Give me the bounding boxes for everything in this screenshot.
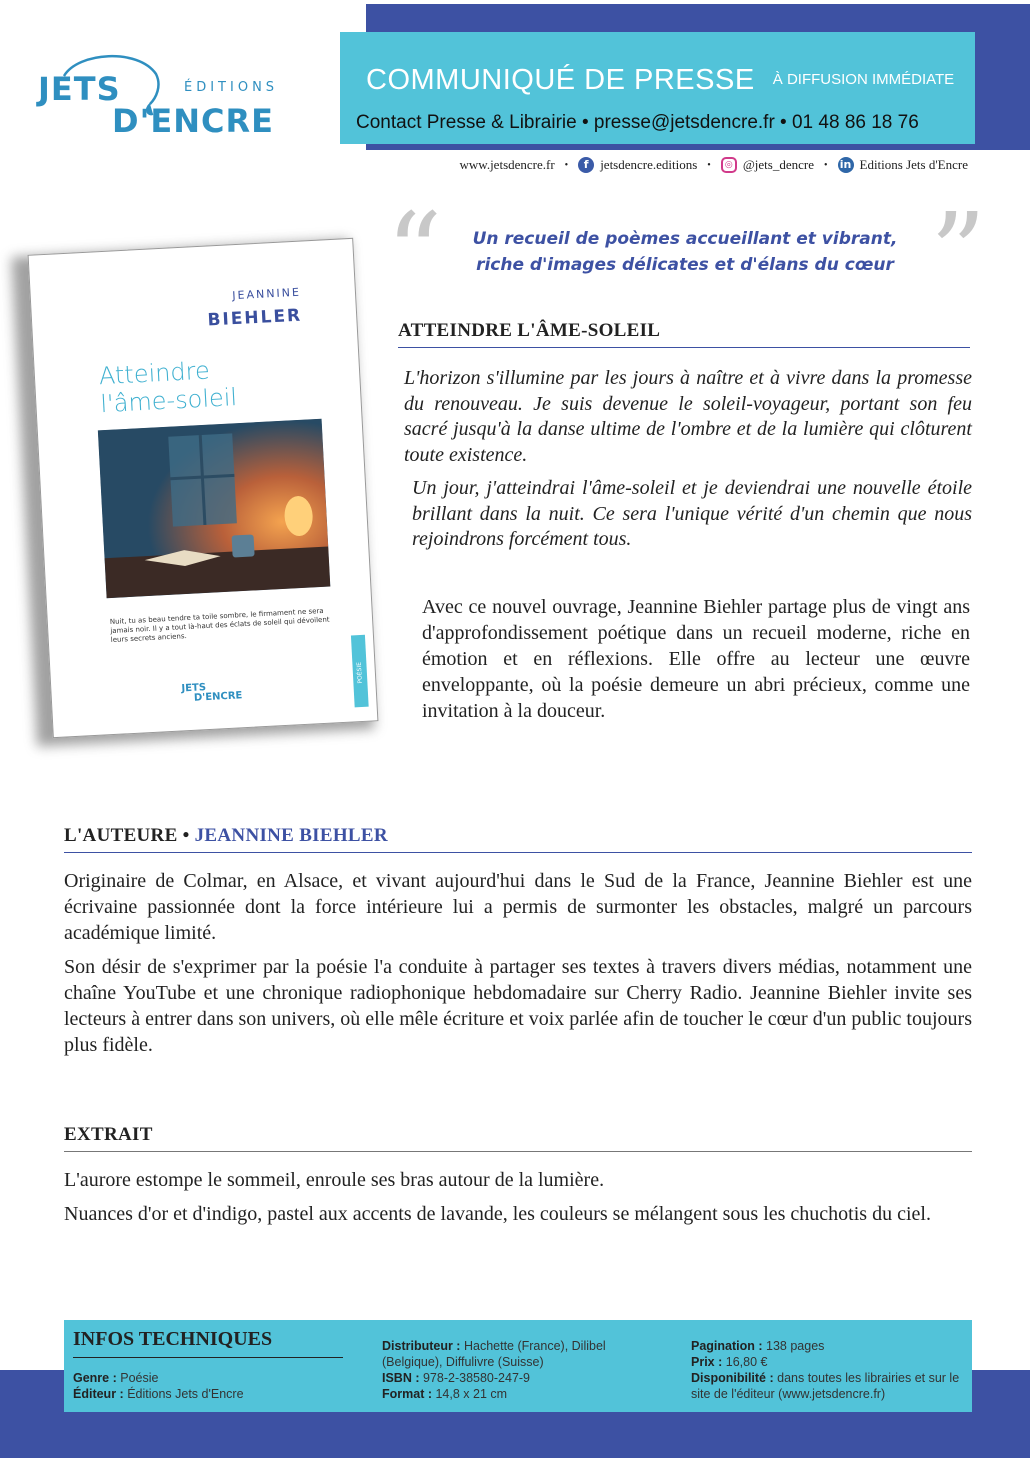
press-release-title: COMMUNIQUÉ DE PRESSE: [366, 64, 755, 96]
book-cover: [28, 238, 379, 738]
author-bio: [64, 868, 972, 1058]
author-bio-paragraph-2: Son désir de s'exprimer par la poésie l'a conduite à partager ses textes à travers divers médias, notamment une chaîne YouTube et une chronique radiophonique hebdomadaire sur Cherry Radio. Jeannine Biehler invite ses lecteurs à entrer dans son univers, où elle mêle écriture et voix parlée afin de toucher le cœur d'un public toujours plus fidèle.: [64, 956, 972, 1056]
tech-info-col-2: [382, 1338, 640, 1402]
bullet-separator: •: [564, 159, 569, 171]
book-back-text: Nuit, tu as beau tendre ta toile sombre, le firmament ne sera jamais noir. Il y a tout là-haut des éclats de soleil qui dévoilent leurs secrets anciens.: [109, 606, 330, 645]
book-illustration-art: [98, 419, 330, 598]
tech-info-col-3: [691, 1338, 965, 1402]
book-author-last: BIEHLER: [207, 305, 303, 331]
logo-jets-text: JETS: [38, 70, 121, 108]
tech-info-col-1: [73, 1370, 343, 1402]
press-contact-line: Contact Presse & Librairie • presse@jetsdencre.fr • 01 48 86 18 76: [356, 112, 919, 133]
instagram-link[interactable]: @jets_dencre: [742, 157, 814, 172]
author-section-rule: [64, 852, 972, 853]
bullet-separator: •: [707, 159, 711, 171]
tech-info-title: INFOS TECHNIQUES: [73, 1328, 273, 1350]
tagline-line1: Un recueil de poèmes accueillant et vibrant,: [472, 229, 898, 249]
disponibilite-value: dans toutes les librairies et sur le site de l'éditeur (www.jetsdencre.fr): [691, 1371, 960, 1401]
editeur-value: Éditions Jets d'Encre: [127, 1387, 244, 1401]
instagram-icon: ◎: [721, 157, 737, 173]
facebook-icon: f: [578, 157, 594, 173]
editeur-label: Éditeur :: [73, 1387, 124, 1401]
book-genre-spine: [351, 635, 369, 708]
book-publisher-logo: [181, 681, 242, 704]
prix-label: Prix :: [691, 1355, 723, 1369]
tagline-quote: [440, 226, 930, 278]
extract-section-title: EXTRAIT: [64, 1124, 153, 1145]
book-logo-jets: JETS: [181, 682, 207, 695]
prix-value: 16,80 €: [725, 1355, 768, 1369]
extract-paragraph-1: L'aurore estompe le sommeil, enroule ses bras autour de la lumière.: [64, 1169, 605, 1191]
extract-section-rule: [64, 1151, 972, 1152]
book-logo-dencre: D'ENCRE: [193, 690, 243, 704]
pagination-value: 138 pages: [766, 1339, 825, 1353]
social-links-row: [460, 157, 969, 173]
book-section-title: ATTEINDRE L'ÂME-SOLEIL: [398, 320, 661, 341]
book-author-first: JEANNINE: [232, 285, 302, 303]
logo-editions-text: ÉDITIONS: [184, 80, 279, 95]
distributeur-label: Distributeur :: [382, 1339, 461, 1353]
format-value: 14,8 x 21 cm: [435, 1387, 508, 1401]
book-genre-label: POÉSIE: [355, 661, 364, 684]
extract-text: [64, 1167, 972, 1227]
tech-info-rule: [73, 1357, 343, 1358]
poem-excerpt: [404, 366, 972, 553]
book-title: [98, 355, 237, 418]
poem-paragraph-1: L'horizon s'illumine par les jours à naître et à vivre dans la promesse du renouveau. Je suis devenue le soleil-voyageur, portant son feu sacré jusqu'à la danse ultime de l'ombre et de la lumière qui clôturent toute existence.: [404, 367, 972, 466]
author-section-label: L'AUTEURE •: [64, 825, 190, 846]
immediate-release-badge: À DIFFUSION IMMÉDIATE: [757, 68, 970, 92]
format-label: Format :: [382, 1387, 432, 1401]
linkedin-link[interactable]: Editions Jets d'Encre: [859, 157, 968, 172]
author-section-name: JEANNINE BIEHLER: [194, 825, 388, 846]
extract-paragraph-2: Nuances d'or et d'indigo, pastel aux accents de lavande, les couleurs se mélangent sous les chuchotis du ciel.: [64, 1203, 931, 1225]
facebook-link[interactable]: jetsdencre.editions: [600, 157, 698, 172]
genre-value: Poésie: [120, 1371, 159, 1385]
open-quote-icon: “: [386, 189, 443, 317]
book-section-rule: [398, 347, 970, 348]
pagination-label: Pagination :: [691, 1339, 763, 1353]
book-pitch: Avec ce nouvel ouvrage, Jeannine Biehler partage plus de vingt ans d'approfondissement poétique dans un recueil moderne, riche en émotion et en réflexions. Elle offre au lecteur une œuvre enveloppante, où la poésie demeure un abri précieux, comme une invitation à la douceur.: [422, 596, 970, 722]
bullet-separator: •: [823, 159, 828, 171]
distributeur-value: Hachette (France), Dilibel (Belgique), Diffulivre (Suisse): [382, 1339, 606, 1369]
book-title-line2: l'âme-soleil: [99, 383, 238, 419]
author-section-title: [64, 825, 388, 847]
logo-dencre-text: D'ENCRE: [112, 102, 274, 140]
isbn-value: 978-2-38580-247-9: [422, 1371, 531, 1385]
website-link[interactable]: www.jetsdencre.fr: [459, 157, 555, 172]
isbn-label: ISBN :: [382, 1371, 420, 1385]
poem-paragraph-2: Un jour, j'atteindrai l'âme-soleil et je deviendrai une nouvelle étoile brillant dans la nuit. Ce sera l'unique vérité d'un chemin que nous rejoindrons forcément tous.: [412, 477, 972, 550]
book-cover-illustration: [98, 419, 330, 598]
close-quote-icon: ”: [930, 189, 987, 317]
disponibilite-label: Disponibilité :: [691, 1371, 774, 1385]
tagline-line2: riche d'images délicates et d'élans du cœur: [476, 255, 894, 275]
author-bio-paragraph-1: Originaire de Colmar, en Alsace, et vivant aujourd'hui dans le Sud de la France, Jeannine Biehler est une écrivaine passionnée dont la force intérieure lui a permis de surmonter les obstacles, malgré un parcours académique limité.: [64, 870, 972, 944]
linkedin-icon: in: [838, 157, 854, 173]
book-title-line1: Atteindre: [98, 356, 211, 391]
genre-label: Genre :: [73, 1371, 117, 1385]
